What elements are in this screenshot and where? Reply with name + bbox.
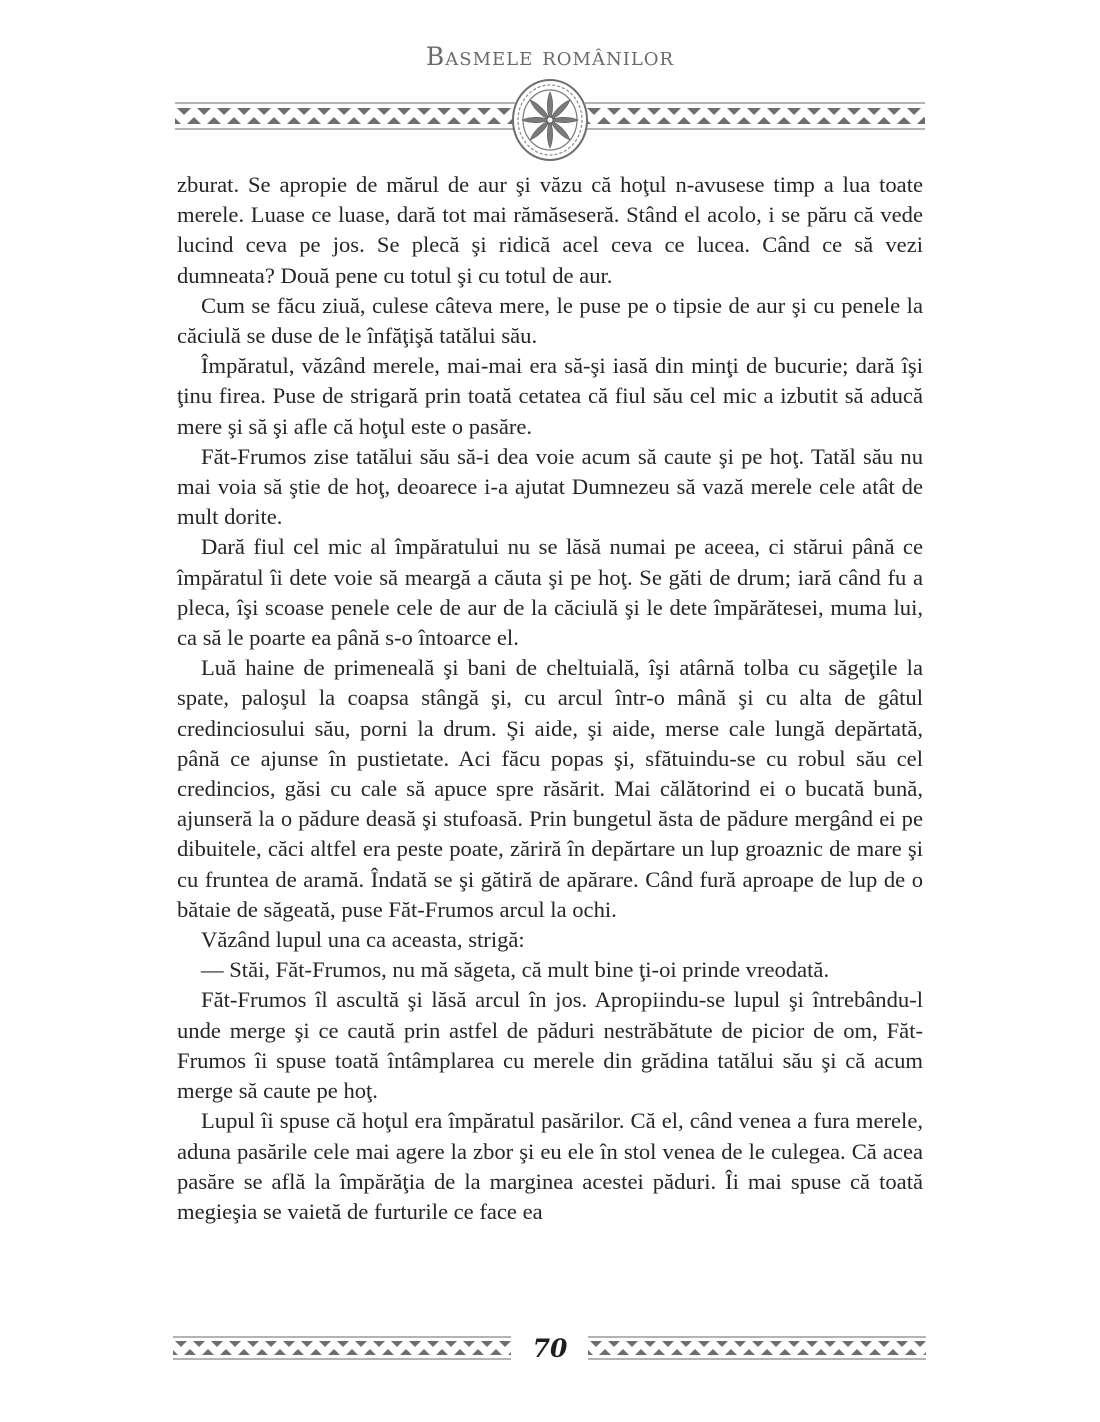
bottom-ornament-band-right (588, 1334, 926, 1362)
paragraph: Luă haine de primeneală şi bani de cheltuială, îşi atârnă tolba cu săgeţile la spate, paloşul la coapsa stângă şi, cu arcul într-o mână şi cu alta de gâtul credinciosului său, porni la drum. Şi aide, şi aide, merse cale lungă depărtată, până ce ajunse în pustietate. Aci făcu popas şi, sfătuindu-se cu robul său cel credincios, găsi cu cale să apuce spre răsărit. Mai călătorind ei o bucată bună, ajunseră la o pădure deasă şi stufoasă. Prin bungetul ăsta de pădure mergând ei pe dibuitele, căci altfel era peste poate, zăriră în depărtare un lup groaznic de mare şi cu fruntea de aramă. Îndată se şi gătiră de apărare. Când fură aproape de lup de o bătaie de săgeată, puse Făt-Frumos arcul la ochi. (177, 655, 923, 922)
paragraph: Cum se făcu ziuă, culese câteva mere, le puse pe o tipsie de aur şi cu penele la căciulă se duse de le înfăţişă tatălui său. (177, 292, 923, 349)
paragraph: Făt-Frumos îl ascultă şi lăsă arcul în jos. Apropiindu-se lupul şi întrebându-l unde merge şi ce caută prin astfel de păduri nestrăbătute de picior de om, Făt-Frumos îi spuse toată întâmplarea cu merele din grădina tatălui său şi că acum merge să caute pe hoţ. (177, 987, 923, 1104)
top-ornament-band-left (175, 99, 515, 133)
bottom-ornament-band-left (173, 1334, 511, 1362)
paragraph: Făt-Frumos zise tatălui său să-i dea voie acum să caute şi pe hoţ. Tatăl său nu mai voia să ştie de hoţ, deoarece i-a ajutat Dumnezeu să vază merele cele atât de mult dorite. (177, 443, 923, 530)
dialogue-line: — Stăi, Făt-Frumos, nu mă săgeta, că mult bine ţi-oi prinde vreodată. (201, 957, 830, 983)
paragraph: Împăratul, văzând merele, mai-mai era să-şi iasă din minţi de bucurie; dară îşi ţinu firea. Puse de strigară prin toată cetatea că fiul său cel mic a izbutit să aducă mere şi să şi afle că hoţul este o pasăre. (177, 353, 923, 439)
paragraph: Văzând lupul una ca aceasta, strigă: (201, 927, 525, 953)
paragraph: Lupul îi spuse că hoţul era împăratul pasărilor. Că el, când venea a fura merele, aduna pasările cele mai agere la zbor şi eu ele în stol venea de le culegea. Că acea pasăre se află la împărăţia de la marginea acestei păduri. Îi mai spuse că toată megieşia se vaietă de furturile ce face ea (177, 1108, 923, 1224)
triangle-band-icon (175, 99, 515, 133)
running-title: Basmele românilor (425, 42, 675, 71)
paragraph: zburat. Se apropie de mărul de aur şi văzu că hoţul n-avusese timp a lua toate merele. Luase ce luase, dară tot mai rămăseseră. Stând el acolo, i se păru că vede lucind ceva pe jos. Se plecă şi ridică acel ceva ce lucea. Când ce să vezi dumneata? Două pene cu totul şi cu totul de aur. (177, 172, 923, 288)
body-text (177, 170, 923, 1227)
triangle-band-icon (173, 1334, 511, 1362)
triangle-band-icon (588, 1334, 926, 1362)
rosette-medallion-icon (510, 78, 590, 162)
paragraph: Dară fiul cel mic al împăratului nu se lăsă numai pe aceea, ci stărui până ce împăratul îi dete voie să meargă a căuta şi pe hoţ. Se găti de drum; iară când fu a pleca, îşi scoase penele cele de aur de la căciulă şi le dete împărătesei, muma lui, ca să le poarte ea până s-o întoarce el. (177, 534, 923, 651)
triangle-band-icon (585, 99, 925, 133)
top-ornament-band-right (585, 99, 925, 133)
page-number: 70 (532, 1334, 568, 1363)
